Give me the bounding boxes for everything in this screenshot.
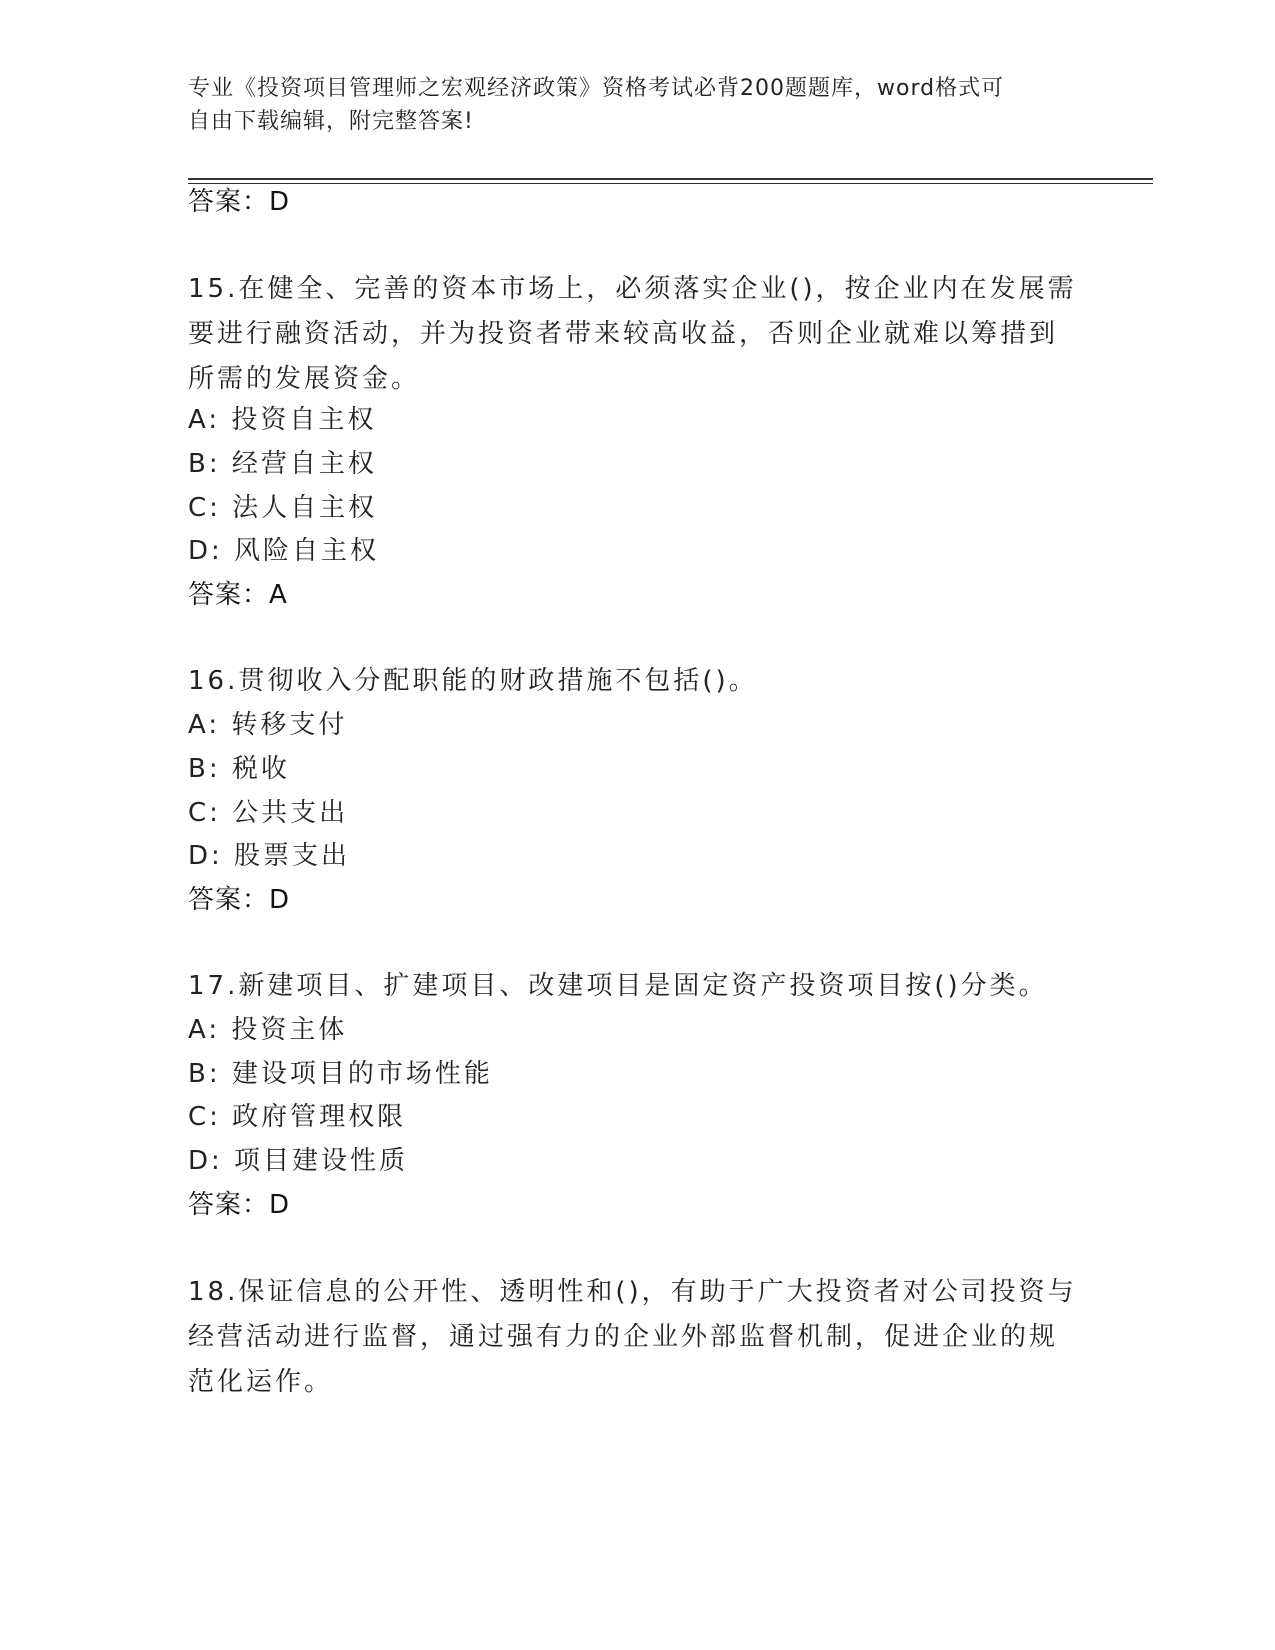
question-18-line-1: 18.保证信息的公开性、透明性和()，有助于广大投资者对公司投资与 <box>188 1277 1077 1307</box>
header-line-2: 自由下载编辑，附完整答案! <box>188 109 474 134</box>
question-15-line-2: 要进行融资活动，并为投资者带来较高收益，否则企业就难以筹措到 <box>188 319 1059 349</box>
question-16-option-d: D: 股票支出 <box>188 841 351 871</box>
question-15-option-d: D: 风险自主权 <box>188 536 380 566</box>
question-17-option-c: C: 政府管理权限 <box>188 1102 407 1132</box>
question-17-line-1: 17.新建项目、扩建项目、改建项目是固定资产投资项目按()分类。 <box>188 971 1048 1001</box>
question-18-line-3: 范化运作。 <box>188 1367 334 1397</box>
header-line-1: 专业《投资项目管理师之宏观经济政策》资格考试必背200题题库，word格式可 <box>188 76 1005 101</box>
question-17-option-a: A: 投资主体 <box>188 1015 348 1045</box>
answer-q14: 答案：D <box>188 187 291 217</box>
question-15-option-c: C: 法人自主权 <box>188 493 378 523</box>
question-18 <box>188 1270 1088 1405</box>
question-16-option-a: A: 转移支付 <box>188 710 348 740</box>
header-divider-thick <box>188 178 1153 180</box>
question-15-option-b: B: 经营自主权 <box>188 449 377 479</box>
question-15-option-a: A: 投资自主权 <box>188 405 377 435</box>
question-16-option-b: B: 税收 <box>188 754 290 784</box>
answer-q15: 答案：A <box>188 580 288 610</box>
question-17-option-b: B: 建设项目的市场性能 <box>188 1059 493 1089</box>
question-16-option-c: C: 公共支出 <box>188 798 349 828</box>
header-divider-thin <box>188 183 1153 184</box>
question-15-line-3: 所需的发展资金。 <box>188 364 421 394</box>
question-17-option-d: D: 项目建设性质 <box>188 1146 409 1176</box>
answer-q17: 答案：D <box>188 1190 291 1220</box>
document-header <box>188 72 1088 138</box>
question-18-line-2: 经营活动进行监督，通过强有力的企业外部监督机制，促进企业的规 <box>188 1322 1059 1352</box>
question-15 <box>188 267 1088 402</box>
question-16-line-1: 16.贯彻收入分配职能的财政措施不包括()。 <box>188 666 758 696</box>
answer-q16: 答案：D <box>188 885 291 915</box>
question-15-line-1: 15.在健全、完善的资本市场上，必须落实企业()，按企业内在发展需 <box>188 274 1077 304</box>
